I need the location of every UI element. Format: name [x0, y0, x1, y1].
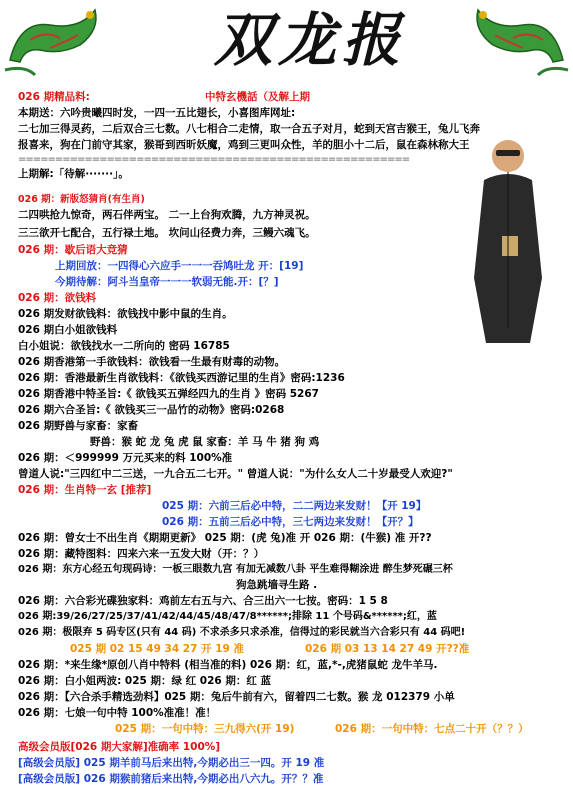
sec4-line2: 026 期白小姐欲钱料 — [18, 324, 118, 336]
sec5-line10: 026 期：【六合杀手精选劲料】025 期：兔后牛前有六，留着四二七数。猴 龙 012379 小单 — [18, 691, 455, 703]
sec5-line12a: 025 期：一句中特：三九得六(开 19) — [115, 723, 295, 735]
sec4-line10: 026 期：＜999999 万元买来的料 100%准 — [18, 452, 233, 464]
sec5-line7b: 026 期 03 13 14 27 49 开??准 — [305, 643, 470, 655]
sec5-line12b: 026 期：一句中特：七点二十开（？？） — [335, 723, 529, 735]
sec4-line1: 026 期发财欲钱料：欲钱找中影中鼠的生肖。 — [18, 308, 233, 320]
sec5-line11: 026 期：七娘一句中特 100%准准！准！ — [18, 707, 217, 719]
sec4-line7: 026 期六合圣旨:《 欲钱买三一品竹的动物》密码:0268 — [18, 404, 285, 416]
sec5-line2: 026 期：藏特图料：四来六来一五发大财（开：？） — [18, 548, 265, 560]
sec3-prev: 上期回放：一四得心六应手一一一吞鸠吐龙 开：[19] — [55, 260, 304, 272]
sec1-intro: 本期送：六吟贵曦四时发，一四一五比翅长，小喜图库网址: — [18, 107, 296, 119]
sec5-line3b: 狗急跳墙寻生路 . — [236, 579, 318, 591]
portrait-image — [458, 128, 558, 348]
sec2-line1: 二四哄抢九惊奇，两石伴两宝。 二一上台狗欢腾，九方神灵祝。 — [18, 209, 316, 221]
sec5-line4: 026 期：六合彩光碟独家料：鸡前左右五与六、合三出六一七按。密码：1 5 8 — [18, 595, 388, 607]
sec5-ann2: 026 期：五前三后必中特，三七两边来发财！【开？】 — [162, 516, 419, 528]
sec5-line9: 026 期：白小姐两波: 025 期：绿 红 026 期：红 蓝 — [18, 675, 272, 687]
sec3-now: 今期待解：阿斗当皇帝一一一软弱无能.开：[？] — [55, 276, 279, 288]
sec4-line8: 026 期野兽与家畜：家畜 — [18, 420, 139, 432]
sec1-divider: ===================================================== — [18, 154, 410, 165]
dragon-left-image — [0, 0, 120, 80]
sec1-banner: 中特玄機話（及解上期 — [205, 91, 310, 103]
sec4-line11: 曾道人说:"三四红中二三送，一九合五二七开。" 曾道人说："为什么女人二十岁最受人欢迎?" — [18, 468, 453, 480]
sec6-line2: [高级会员版] 025 期羊前马后来出特,今期必出三一四。开 19 准 — [18, 757, 325, 769]
sec4-line5: 026 期：香港最新生肖欲钱料：《欲钱买西游记里的生肖》密码:1236 — [18, 372, 345, 384]
sec5-line3: 026 期：东方心经五句现码诗：一板三眼数九宫 有加无减数八卦 平生难得糊涂进 醉生梦死碾三杯 — [18, 564, 453, 575]
sec4-line3: 白小姐说：欲钱找水一二所向的 密码 16785 — [18, 340, 230, 352]
sec6-line3: [高级会员版] 026 期猴前猪后来出特,今期必出八六九。开？？准 — [18, 773, 324, 785]
sec1-label: 026 期精品料: — [18, 91, 90, 103]
sec5-ann1: 025 期：六前三后必中特，二二两边来发财！【开 19】 — [162, 500, 427, 512]
sec2-line2: 三三欲开七配合，五行禄土地。 坎问山径费力奔，三鳗六魂飞。 — [18, 227, 316, 239]
sec5-label: 026 期：生肖特一玄 [推荐] — [18, 484, 152, 496]
page-title: 双龙报 — [213, 6, 406, 74]
sec5-line1: 026 期：曾女士不出生肖《期期更新》 025 期：(虎 兔)准 开 026 期：(牛猴) 准 开?? — [18, 532, 432, 544]
sec5-line6: 026 期：极限弃 5 码专区(只有 44 码) 不求杀多只求杀准，信得过的彩民就当六合彩只有 44 码吧! — [18, 627, 466, 638]
sec3-label: 026 期：歇后语大竞猜 — [18, 244, 128, 256]
sec5-line5: 026 期:39/26/27/25/37/41/42/44/45/48/47/8******;排除 11 个号码&******;红，蓝 — [18, 611, 437, 622]
sec1-poem-line2: 报喜来，狗在门前守其家，猴哥到西昕妖魔，鸡到三更叫众性，羊的胆小十二后，鼠在森林称大王 — [18, 139, 470, 151]
sec6-line1: 高级会员版[026 期大家解]准确率 100%] — [18, 741, 221, 753]
sec5-line7a: 025 期 02 15 49 34 27 开 19 准 — [70, 643, 244, 655]
sec1-last-answer: 上期解:「待解·······」。 — [18, 168, 129, 180]
sec2-label: 026 期：新版怒猜肖(有生肖) — [18, 194, 145, 205]
dragon-right-image — [453, 0, 573, 80]
sec4-line6: 026 期香港中特圣旨:《 欲钱买五弹经四九的生肖 》密码 5267 — [18, 388, 319, 400]
sec4-line9: 野兽：猴 蛇 龙 兔 虎 鼠 家畜：羊 马 牛 猪 狗 鸡 — [90, 436, 320, 448]
sec4-line4: 026 期香港第一手欲钱料：欲钱看一生最有财毒的动物。 — [18, 356, 286, 368]
sec4-label: 026 期：欲钱料 — [18, 292, 97, 304]
sec5-line8: 026 期：*来生缘*原创八肖中特料 (相当准的料) 026 期：红，蓝,*-,虎猪鼠蛇 龙牛羊马. — [18, 659, 438, 671]
sec1-poem-line1: 二七加三得灵药，二后双合三七数。八七相合二走情，取一合五子对月，蛇到天宫吉猴王，兔儿飞奔 — [18, 123, 480, 135]
